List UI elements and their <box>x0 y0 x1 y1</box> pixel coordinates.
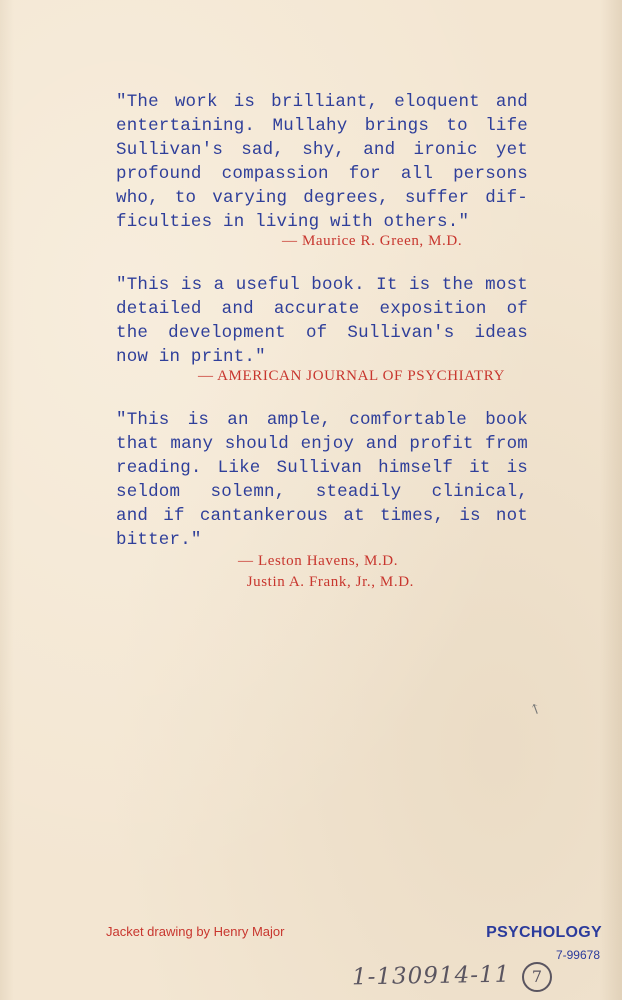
quote-attribution-3 <box>238 551 414 593</box>
quote-line: seldom solemn, steadily clinical, <box>116 482 528 502</box>
jacket-credit: Jacket drawing by Henry Major <box>106 924 285 939</box>
quote-line: Sullivan's sad, shy, and ironic yet <box>116 140 528 160</box>
quote-line: and if cantankerous at times, is not <box>116 506 528 526</box>
quote-line: ficulties in living with others." <box>116 212 470 232</box>
circled-digit: 7 <box>522 962 552 992</box>
quote-line: "This is an ample, comfortable book <box>116 410 528 430</box>
review-quote-2 <box>116 273 528 369</box>
review-quote-3 <box>116 408 528 552</box>
quote-line: bitter." <box>116 530 202 550</box>
category-label: PSYCHOLOGY <box>486 924 602 941</box>
quote-line: now in print." <box>116 347 266 367</box>
attribution-line: — Leston Havens, M.D. <box>238 553 399 569</box>
quote-line: "This is a useful book. It is the most <box>116 275 528 295</box>
quote-line: reading. Like Sullivan himself it is <box>116 458 528 478</box>
handwritten-number: 1-130914-11 <box>351 961 511 991</box>
quote-attribution-2: — AMERICAN JOURNAL OF PSYCHIATRY <box>198 368 506 384</box>
quote-line: that many should enjoy and profit from <box>116 434 528 454</box>
attribution-line: Justin A. Frank, Jr., M.D. <box>238 574 414 590</box>
catalog-code: 7-99678 <box>555 948 600 962</box>
quote-line: who, to varying degrees, suffer dif- <box>116 188 528 208</box>
quote-line: "The work is brilliant, eloquent and <box>116 92 528 112</box>
quote-line: profound compassion for all persons <box>116 164 528 184</box>
pencil-mark: ↑ <box>527 700 545 720</box>
review-quote-1 <box>116 90 528 234</box>
quote-attribution-1: — Maurice R. Green, M.D. <box>282 233 463 249</box>
quote-line: detailed and accurate exposition of <box>116 299 528 319</box>
quote-line: entertaining. Mullahy brings to life <box>116 116 528 136</box>
quote-line: the development of Sullivan's ideas <box>116 323 528 343</box>
